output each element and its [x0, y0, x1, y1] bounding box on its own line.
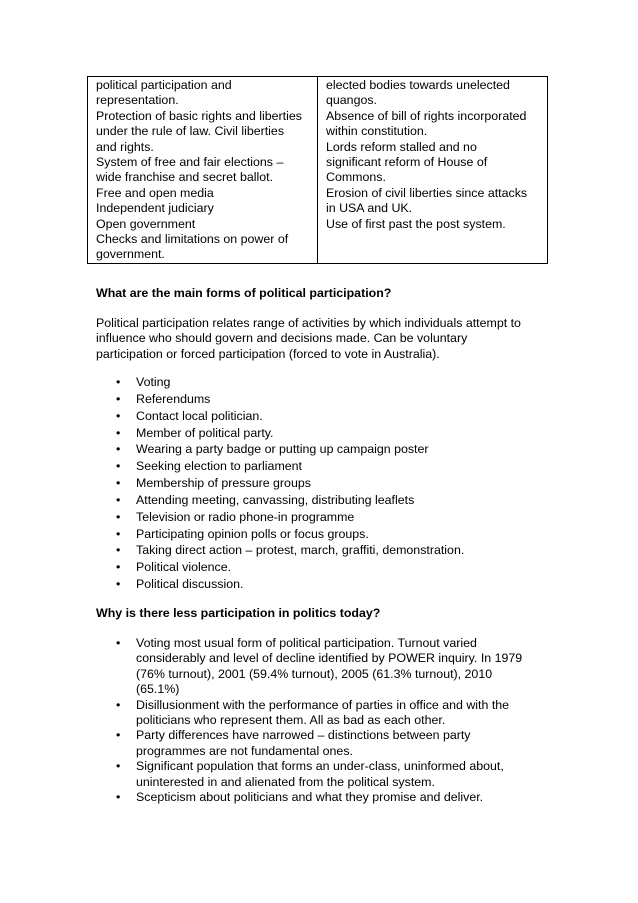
bullet-icon: • [116, 425, 121, 440]
table-cell-line: Lords reform stalled and no [326, 139, 477, 154]
list-item [96, 493, 546, 510]
table-cell-line: Checks and limitations on power of [96, 232, 289, 247]
list-item-text: Attending meeting, canvassing, distributing leaflets [136, 492, 415, 507]
bullet-icon: • [116, 560, 121, 575]
bullet-icon: • [116, 759, 121, 774]
table-cell-line: Protection of basic rights and liberties [96, 108, 302, 123]
list-item-text: Seeking election to parliament [136, 459, 302, 474]
list-item-text: Contact local politician. [136, 408, 263, 423]
paragraph-line: Political participation relates range of activities by which individuals attempt to [96, 316, 521, 330]
list-item [96, 577, 546, 594]
table-cell-line: and rights. [96, 139, 154, 154]
list-item [96, 728, 546, 759]
list-item [96, 560, 546, 577]
list-item-text-line: (65.1%) [136, 682, 180, 697]
list-item [96, 392, 546, 409]
list-item-text: Membership of pressure groups [136, 476, 311, 491]
bullet-icon: • [116, 526, 121, 541]
list-item-text: Member of political party. [136, 425, 274, 440]
paragraph-line: influence who should govern and decisions made. Can be voluntary [96, 331, 468, 346]
table-cell-right [318, 77, 548, 264]
list-item-text: Voting [136, 375, 171, 389]
list-item-text: Referendums [136, 391, 211, 406]
bullet-icon: • [116, 442, 121, 457]
list-item-text-line: Disillusionment with the performance of parties in office and with the [136, 697, 510, 712]
list-item [96, 636, 546, 698]
table-cell-line: elected bodies towards unelected [326, 78, 510, 92]
section-heading-forms: What are the main forms of political participation? [96, 286, 392, 300]
list-item-text: Wearing a party badge or putting up campaign poster [136, 442, 429, 457]
list-item-text-line: Significant population that forms an under-class, uninformed about, [136, 759, 504, 774]
table-row [88, 77, 548, 264]
list-item-text-line: considerably and level of decline identified by POWER inquiry. In 1979 [136, 651, 523, 666]
section-heading-decline: Why is there less participation in politics today? [96, 606, 381, 620]
list-item-text-line: programmes are not fundamental ones. [136, 743, 353, 758]
list-item [96, 698, 546, 729]
table-cell-line: within constitution. [326, 124, 428, 139]
intro-paragraph [96, 316, 546, 362]
list-item-text-line: (76% turnout), 2001 (59.4% turnout), 2005 (61.3% turnout), 2010 [136, 666, 493, 681]
list-item [96, 759, 546, 790]
bullet-icon: • [116, 509, 121, 524]
list-item [96, 459, 546, 476]
list-item [96, 527, 546, 544]
list-item-text: Political discussion. [136, 577, 244, 592]
bullet-icon: • [116, 408, 121, 423]
list-item-text-line: politicians who represent them. All as bad as each other. [136, 713, 446, 728]
comparison-table [87, 76, 548, 264]
list-item-text-line: Voting most usual form of political participation. Turnout varied [136, 636, 477, 650]
table-cell-line: quangos. [326, 93, 377, 108]
bullet-icon: • [116, 697, 121, 712]
table-cell-line: wide franchise and secret ballot. [96, 170, 274, 185]
table-cell-line: in USA and UK. [326, 201, 413, 216]
list-item-text-line: Scepticism about politicians and what they promise and deliver. [136, 790, 484, 805]
bullet-icon: • [116, 375, 121, 389]
bullet-icon: • [116, 459, 121, 474]
table-cell-line: Absence of bill of rights incorporated [326, 108, 527, 123]
list-item [96, 375, 546, 392]
bullet-icon: • [116, 476, 121, 491]
list-item [96, 790, 546, 805]
table-cell-line: Use of first past the post system. [326, 216, 506, 231]
table-cell-left [88, 77, 318, 264]
list-item [96, 476, 546, 493]
table-cell-line: Open government [96, 216, 196, 231]
table-cell-line: Commons. [326, 170, 386, 185]
list-item-text: Television or radio phone-in programme [136, 509, 355, 524]
paragraph-line: participation or forced participation (forced to vote in Australia). [96, 346, 440, 361]
list-item-text: Participating opinion polls or focus groups. [136, 526, 369, 541]
list-item-text: Political violence. [136, 560, 232, 575]
list-item [96, 543, 546, 560]
table-cell-line: under the rule of law. Civil liberties [96, 124, 285, 139]
bullet-icon: • [116, 636, 121, 650]
table-cell-line: significant reform of House of [326, 155, 488, 170]
decline-reasons-list [96, 636, 546, 805]
list-item [96, 510, 546, 527]
table-cell-line: government. [96, 247, 165, 262]
list-item [96, 426, 546, 443]
table-cell-line: political participation and [96, 78, 232, 92]
bullet-icon: • [116, 790, 121, 805]
table-cell-line: System of free and fair elections – [96, 155, 284, 170]
bullet-icon: • [116, 577, 121, 592]
list-item-text: Taking direct action – protest, march, graffiti, demonstration. [136, 543, 465, 558]
bullet-icon: • [116, 492, 121, 507]
table-cell-line: representation. [96, 93, 179, 108]
table-cell-line: Independent judiciary [96, 201, 214, 216]
list-item-text-line: uninterested in and alienated from the political system. [136, 774, 435, 789]
list-item-text-line: Party differences have narrowed – distinctions between party [136, 728, 471, 743]
table-cell-line: Free and open media [96, 185, 214, 200]
bullet-icon: • [116, 543, 121, 558]
list-item [96, 409, 546, 426]
participation-forms-list [96, 375, 546, 594]
list-item [96, 442, 546, 459]
bullet-icon: • [116, 728, 121, 743]
bullet-icon: • [116, 391, 121, 406]
table-cell-line: Erosion of civil liberties since attacks [326, 185, 528, 200]
